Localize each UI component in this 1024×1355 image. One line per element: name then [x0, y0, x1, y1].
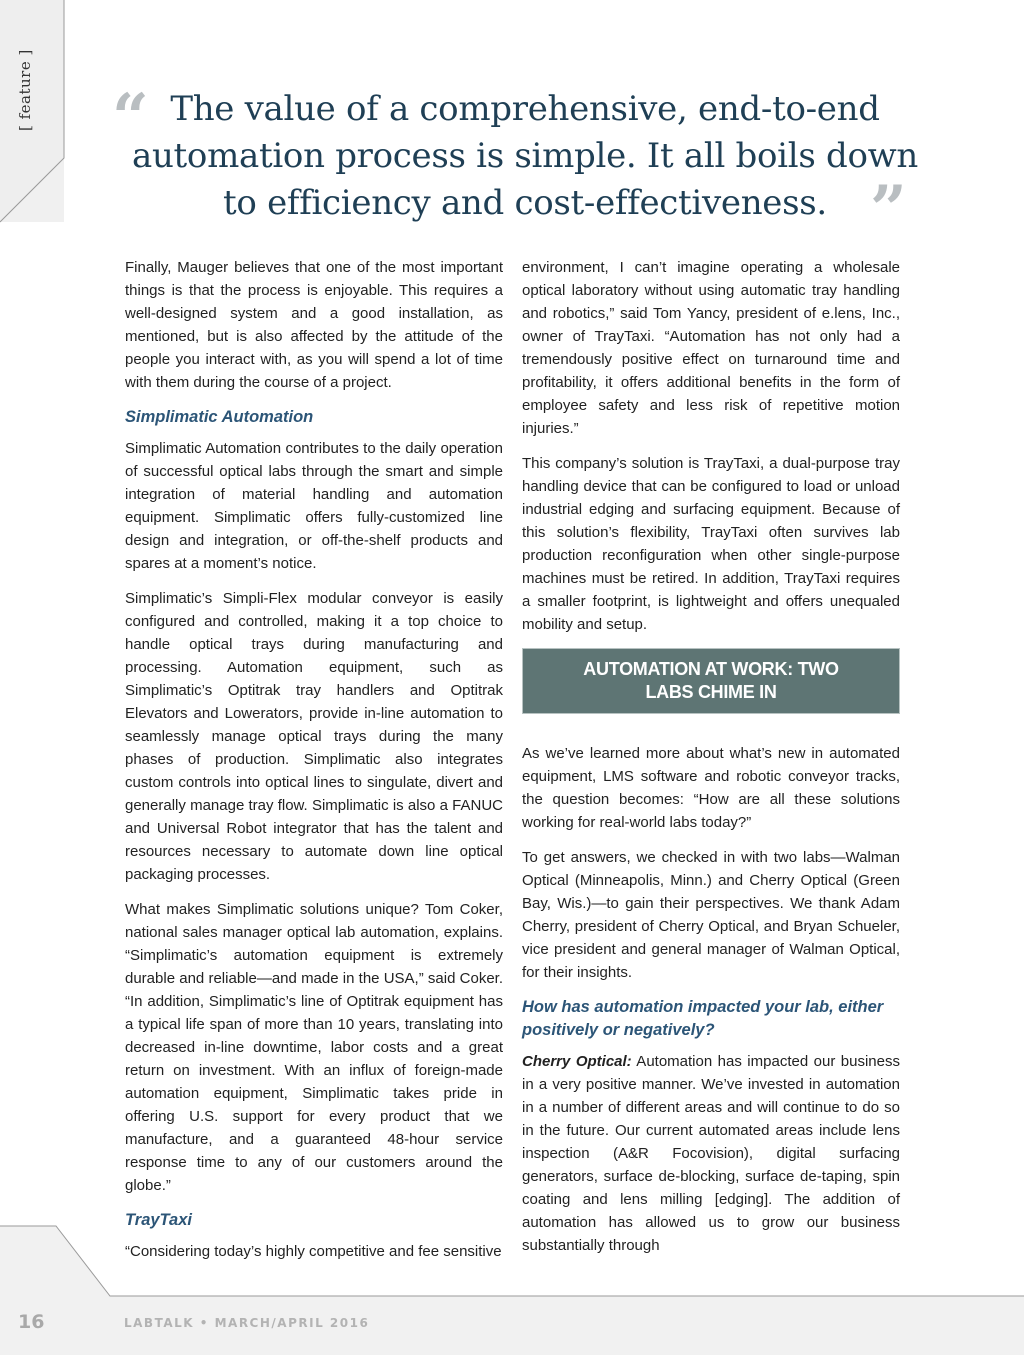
- paragraph: “Considering today’s highly competitive and fee sensitive: [125, 1243, 502, 1260]
- paragraph: environment, I can’t imagine operating a wholesale optical laboratory without using automatic tray handling and robotics,” said Tom Yancy, president of e.lens, Inc., owner of TrayTaxi. “Automation has not only had a tremendously positive effect on turnaround time and profitability, it offers additional benefits in the form of employee safety and less risk of repetitive motion injuries.”: [522, 259, 900, 437]
- paragraph: Simplimatic Automation contributes to the daily operation of successful optical labs through the smart and simple integration of material handling and automation equipment. Simplimatic offers fully-customized line design and integration, or off-the-shelf products and spares at a moment’s notice.: [125, 440, 503, 572]
- answer-paragraph: [522, 1050, 900, 1257]
- sidebar-heading-text: AUTOMATION AT WORK: TWO LABS CHIME IN: [583, 659, 839, 702]
- paragraph: What makes Simplimatic solutions unique? Tom Coker, national sales manager optical lab automation, explains. “Simplimatic’s automation equipment is extremely durable and reliable—and made in the USA,” said Coker. “In addition, Simplimatic’s line of Optitrak equipment has a typical life span of more than 10 years, translating into decreased in-line downtime, labor costs and a great return on investment. With an influx of foreign-made automation equipment, Simplimatic takes pride in offering U.S. support for every product that we manufacture, and a guaranteed 48-hour service response time to any of our customers around the globe.”: [125, 901, 503, 1194]
- pull-quote-text: The value of a comprehensive, end-to-end automation process is simple. It all boils down to efficiency and cost-effectiveness.: [131, 89, 919, 223]
- paragraph: Finally, Mauger believes that one of the most important things is that the process is enjoyable. This requires a well-designed system and a good installation, as mentioned, but is also affected by the attitude of the people you interact with, as you will spend a lot of time with them during the course of a project.: [125, 259, 503, 391]
- open-quote-mark: “: [112, 80, 149, 155]
- answer-speaker: Cherry Optical:: [522, 1053, 632, 1070]
- running-footer: LABTALK • MARCH/APRIL 2016: [124, 1316, 370, 1330]
- close-quote-mark: ”: [870, 172, 907, 247]
- sidebar-heading-box: [522, 648, 900, 714]
- pull-quote: [110, 80, 930, 247]
- page-number: 16: [18, 1311, 45, 1333]
- paragraph: Simplimatic’s Simpli-Flex modular conveyor is easily configured and controlled, making it a top choice to handle optical trays during manufacturing and processing. Automation equipment, such as Simplimatic’s Optitrak tray handlers and Optitrak Elevators and Lowerators, provide in-line automation to seamlessly manage optical trays during the many phases of production. Simplimatic also integrates custom controls into optical lines to singulate, divert and generally manage tray flow. Simplimatic is also a FANUC and Universal Robot integrator that has the talent and resources necessary to automate down line optical packaging processes.: [125, 590, 503, 883]
- paragraph: As we’ve learned more about what’s new in automated equipment, LMS software and robotic conveyor tracks, the question becomes: “How are all these solutions working for real-world labs today?”: [522, 745, 900, 831]
- subheading-simplimatic: Simplimatic Automation: [125, 408, 314, 426]
- question-heading: How has automation impacted your lab, either positively or negatively?: [522, 998, 884, 1039]
- left-column: [125, 256, 503, 1275]
- section-label: [ feature ]: [16, 49, 34, 131]
- subheading-traytaxi: TrayTaxi: [125, 1211, 192, 1229]
- right-column: [522, 256, 900, 1257]
- answer-text: Automation has impacted our business in a very positive manner. We’ve invested in automation in a number of different areas and will continue to do so in the future. Our current automated areas include lens inspection (A&R Focovision), digital surfacing generators, surface de-blocking, surface de-taping, spin coating and lens milling [edging]. The addition of automation has allowed us to grow our business substantially through: [522, 1053, 900, 1254]
- paragraph: This company’s solution is TrayTaxi, a dual-purpose tray handling device that can be configured to load or unload industrial edging and surfacing equipment. Because of this solution’s flexibility, TrayTaxi often survives lab production reconfiguration when other single-purpose machines must be retired. In addition, TrayTaxi requires a smaller footprint, is lightweight and offers unequaled mobility and setup.: [522, 455, 900, 633]
- paragraph: To get answers, we checked in with two labs—Walman Optical (Minneapolis, Minn.) and Cherry Optical (Green Bay, Wis.)—to gain their perspectives. We thank Adam Cherry, president of Cherry Optical, and Bryan Schueler, vice president and general manager of Walman Optical, for their insights.: [522, 849, 900, 981]
